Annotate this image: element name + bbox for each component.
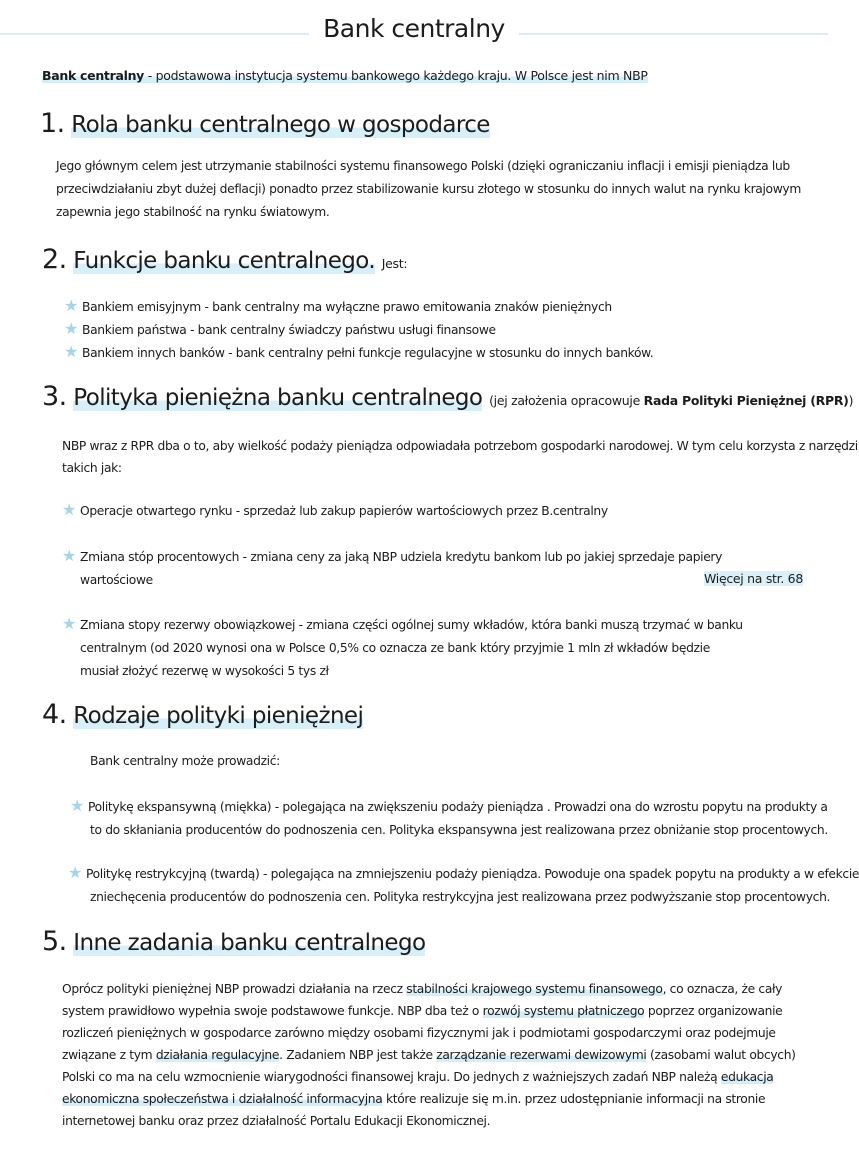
- list-item-cont: to do skłaniania producentów do podnoszenia cen. Polityka ekspansywna jest realizowana przez obniżanie stop procentowych.: [90, 823, 828, 837]
- s4-intro: Bank centralny może prowadzić:: [90, 754, 280, 768]
- list-item: ★ Bankiem innych banków - bank centralny pełni funkcje regulacyjne w stosunku do innych banków.: [64, 342, 654, 361]
- heading-3: 3. Polityka pieniężna banku centralnego (jej założenia opracowuje Rada Polityki Pieniężnej (RPR)): [42, 381, 854, 412]
- list-item: ★ Politykę ekspansywną (miękka) - polegająca na zwiększeniu podaży pieniądza . Prowadzi ona do wzrostu popytu na produkty a: [70, 796, 828, 815]
- heading-4: 4. Rodzaje polityki pieniężnej: [42, 699, 364, 730]
- list-item-cont: wartościowe: [80, 573, 153, 587]
- s5-line: rozliczeń pieniężnych w gospodarce zarówno między osobami fizycznymi jak i podmiotami gospodarczymi oraz podejmuje: [62, 1026, 776, 1040]
- list-item: ★ Zmiana stóp procentowych - zmiana ceny za jaką NBP udziela kredytu bankom lub po jakiej sprzedaje papiery: [62, 546, 723, 565]
- heading-2: 2. Funkcje banku centralnego. Jest:: [42, 244, 408, 275]
- list-item: ★ Zmiana stopy rezerwy obowiązkowej - zmiana części ogólnej sumy wkładów, która banki muszą trzymać w banku: [62, 614, 743, 633]
- list-item: ★ Operacje otwartego rynku - sprzedaż lub zakup papierów wartościowych przez B.centralny: [62, 500, 608, 519]
- intro: Bank centralny - podstawowa instytucja systemu bankowego każdego kraju. W Polsce jest nim NBP: [42, 68, 648, 83]
- list-item: ★ Bankiem emisyjnym - bank centralny ma wyłączne prawo emitowania znaków pieniężnych: [64, 296, 612, 315]
- heading-1: 1. Rola banku centralnego w gospodarce: [40, 108, 490, 139]
- star-icon: ★: [62, 500, 76, 519]
- star-icon: ★: [64, 342, 78, 361]
- s5-line: internetowej banku oraz przez działalność Portalu Edukacji Ekonomicznej.: [62, 1114, 491, 1128]
- side-note: Więcej na str. 68: [704, 571, 803, 586]
- star-icon: ★: [68, 863, 82, 882]
- list-item-cont: zniechęcenia producentów do podnoszenia cen. Polityka restrykcyjna jest realizowana przez podwyższanie stop procentowych.: [90, 890, 831, 904]
- s5-line: system prawidłowo wypełnia swoje podstawowe funkcje. NBP dba też o rozwój systemu płatniczego poprzez organizowanie: [62, 1004, 783, 1018]
- s5-line: związane z tym działania regulacyjne. Zadaniem NBP jest także zarządzanie rezerwami dewizowymi (zasobami walut obcych): [62, 1048, 796, 1062]
- list-item-cont: centralnym (od 2020 wynosi ona w Polsce 0,5% co oznacza ze bank który przyjmie 1 mln zł wkładów będzie: [80, 641, 710, 655]
- list-item: ★ Politykę restrykcyjną (twardą) - polegająca na zmniejszeniu podaży pieniądza. Powoduje ona spadek popytu na produkty a w efekcie: [68, 863, 859, 882]
- s1-line: zapewnia jego stabilność na rynku światowym.: [56, 205, 330, 219]
- s5-line: ekonomiczna społeczeństwa i działalność informacyjna które realizuje się m.in. przez udostępnianie informacji na stronie: [62, 1092, 766, 1106]
- star-icon: ★: [62, 546, 76, 565]
- star-icon: ★: [70, 796, 84, 815]
- star-icon: ★: [64, 319, 78, 338]
- s1-line: Jego głównym celem jest utrzymanie stabilności systemu finansowego Polski (dzięki ograniczaniu inflacji i emisji pieniądza lub: [56, 159, 790, 173]
- star-icon: ★: [62, 614, 76, 633]
- s5-line: Polski co ma na celu wzmocnienie wiarygodności finansowej kraju. Do jednych z ważniejszych zadań NBP należą edukacja: [62, 1070, 774, 1084]
- heading-5: 5. Inne zadania banku centralnego: [42, 926, 426, 957]
- list-item-cont: musiał złożyć rezerwę w wysokości 5 tys zł: [80, 664, 329, 678]
- page-title: Bank centralny: [0, 14, 828, 43]
- s3-line: NBP wraz z RPR dba o to, aby wielkość podaży pieniądza odpowiadała potrzebom gospodarki narodowej. W tym celu korzysta z narzędzi: [62, 439, 858, 453]
- s1-line: przeciwdziałaniu zbyt dużej deflacji) ponadto przez stabilizowanie kursu złotego w stosunku do innych walut na rynku krajowym: [56, 182, 801, 196]
- s3-line: takich jak:: [62, 461, 122, 475]
- s5-line: Oprócz polityki pieniężnej NBP prowadzi działania na rzecz stabilności krajowego systemu finansowego, co oznacza, że cały: [62, 982, 783, 996]
- star-icon: ★: [64, 296, 78, 315]
- list-item: ★ Bankiem państwa - bank centralny świadczy państwu usługi finansowe: [64, 319, 496, 338]
